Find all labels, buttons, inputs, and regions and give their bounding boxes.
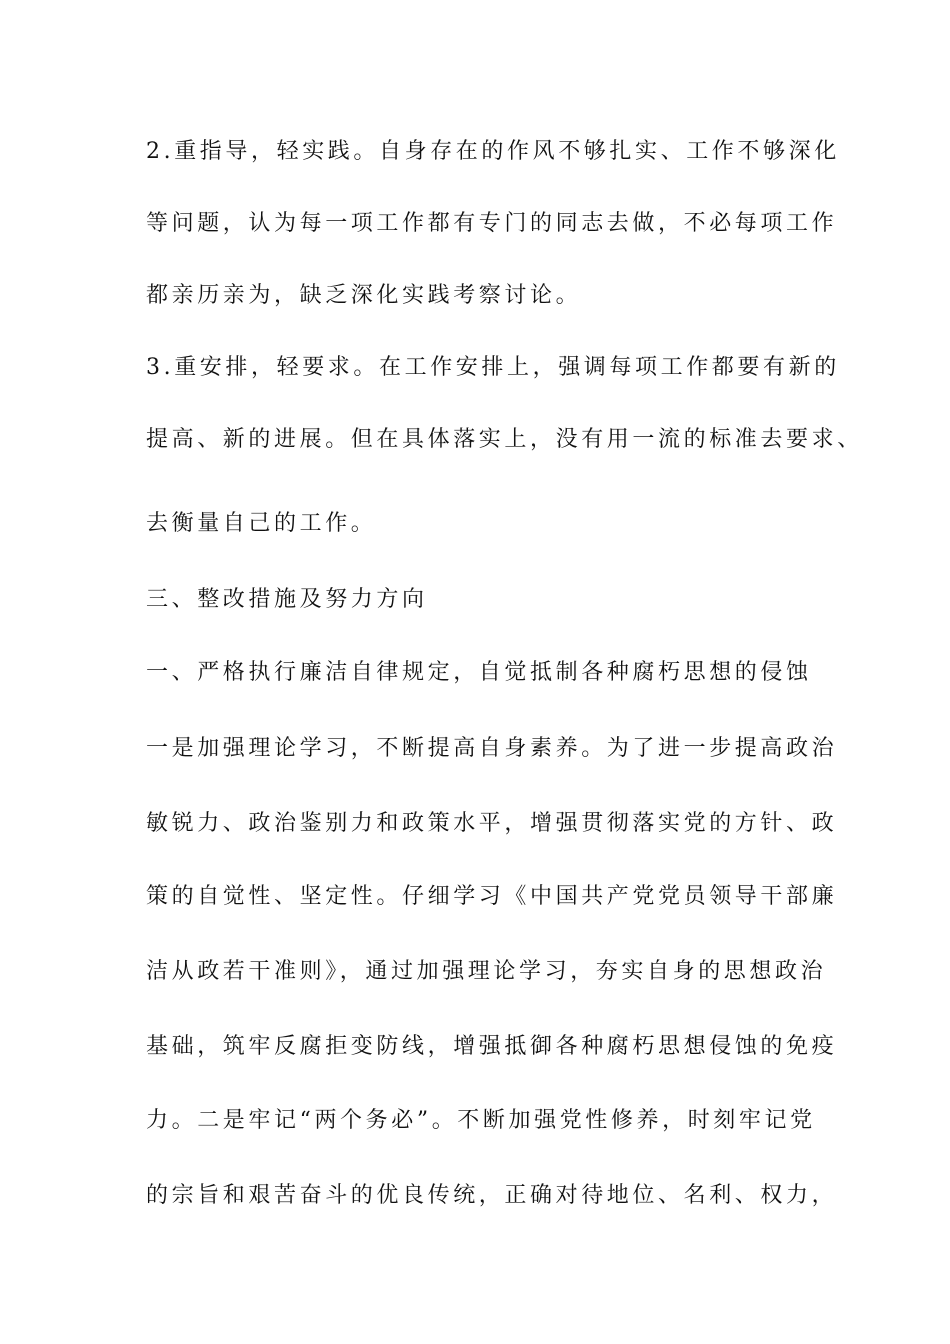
text-line: 一是加强理论学习，不断提高自身素养。为了进一步提高政治 xyxy=(146,736,838,761)
text-line: 等问题，认为每一项工作都有专门的同志去做，不必每项工作 xyxy=(146,211,838,236)
text-line: 的宗旨和艰苦奋斗的优良传统，正确对待地位、名利、权力， xyxy=(146,1183,838,1208)
text-line: 去衡量自己的工作。 xyxy=(146,511,377,536)
text-line: 2.重指导，轻实践。自身存在的作风不够扎实、工作不够深化 xyxy=(146,139,840,164)
text-line: 都亲历亲为，缺乏深化实践考察讨论。 xyxy=(146,283,582,308)
text-line: 洁从政若干准则》，通过加强理论学习，夯实自身的思想政治 xyxy=(146,959,827,984)
text-line: 敏锐力、政治鉴别力和政策水平，增强贯彻落实党的方针、政 xyxy=(146,811,838,836)
section-heading: 三、整改措施及努力方向 xyxy=(146,587,428,612)
text-line: 力。二是牢记“两个务必”。不断加强党性修养，时刻牢记党 xyxy=(146,1108,816,1133)
text-line: 3.重安排，轻要求。在工作安排上，强调每项工作都要有新的 xyxy=(146,355,840,380)
subsection-heading: 一、严格执行廉洁自律规定，自觉抵制各种腐朽思想的侵蚀 xyxy=(146,660,812,685)
text-line: 提高、新的进展。但在具体落实上，没有用一流的标准去要求、 xyxy=(146,427,863,452)
text-line: 基础，筑牢反腐拒变防线，增强抵御各种腐朽思想侵蚀的免疫 xyxy=(146,1034,838,1059)
text-line: 策的自觉性、坚定性。仔细学习《中国共产党党员领导干部廉 xyxy=(146,884,838,909)
